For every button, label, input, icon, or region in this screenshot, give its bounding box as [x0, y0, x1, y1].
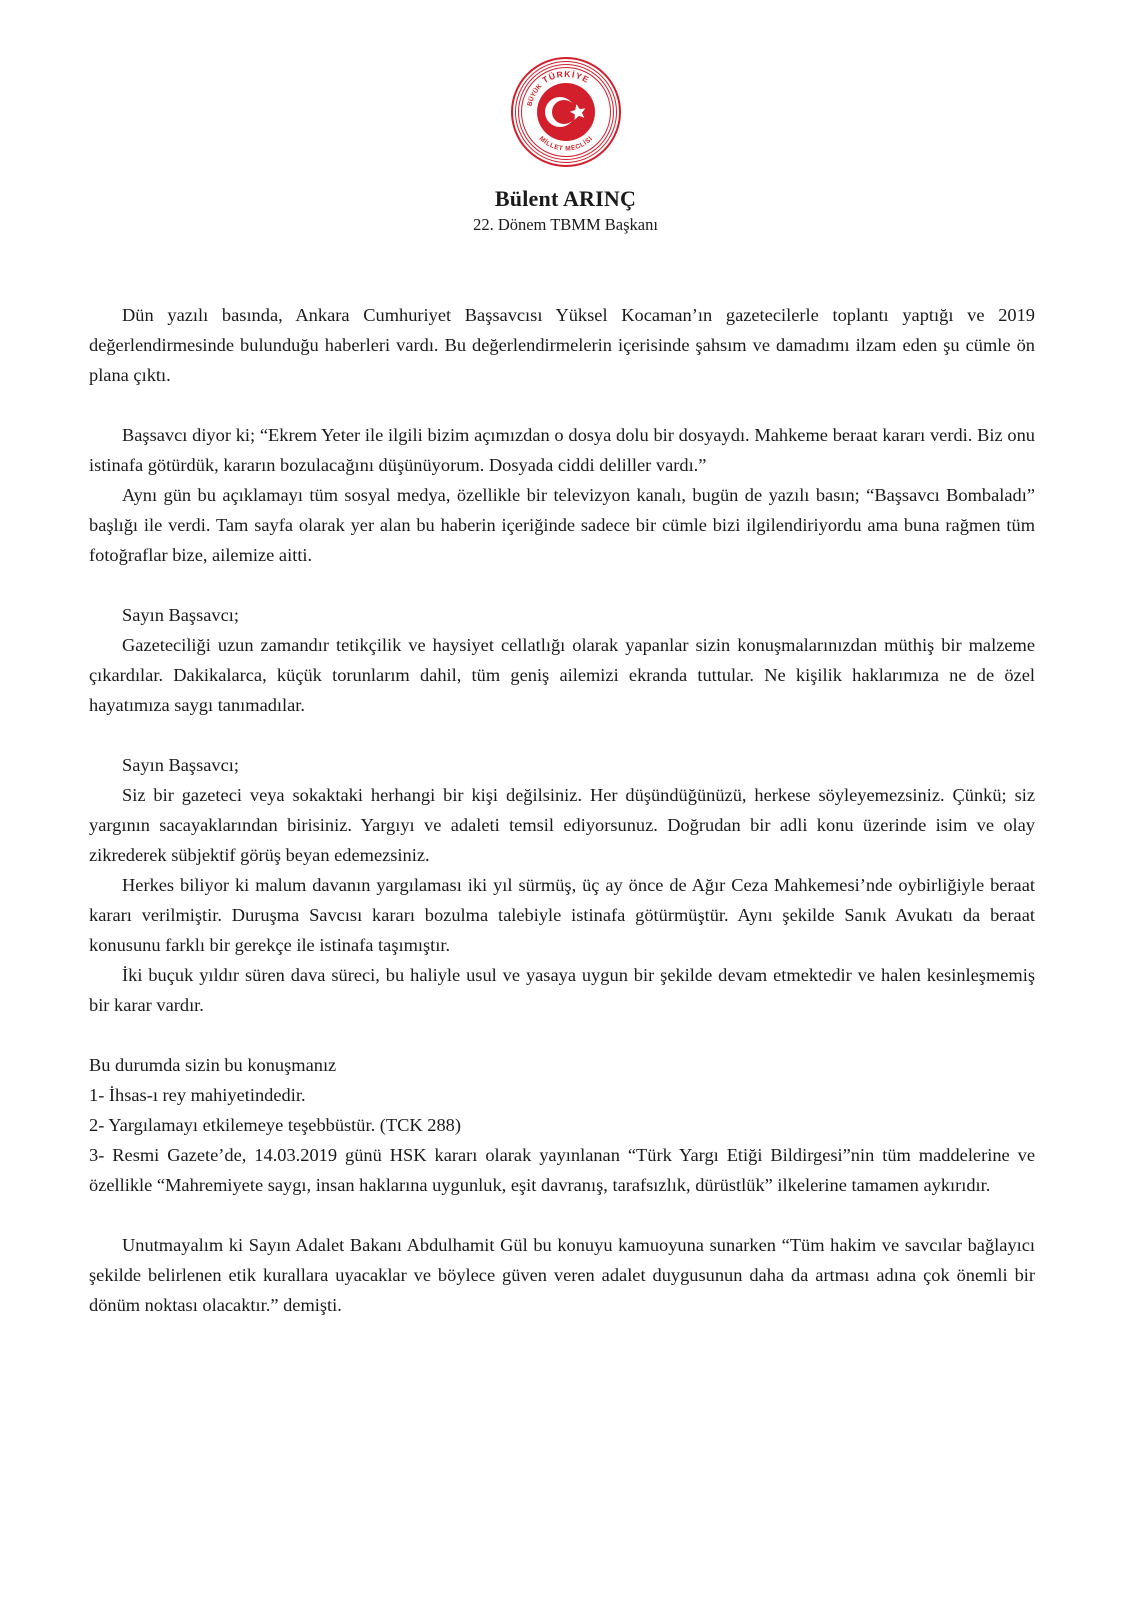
seal-left-text: BÜYÜK: [526, 82, 544, 107]
seal-bottom-text: MİLLET MECLİSİ: [537, 135, 595, 153]
seal-top-text: TÜRKİYE: [540, 68, 592, 86]
paragraph-journalism: Gazeteciliği uzun zamandır tetikçilik ve haysiyet cellatlığı olarak yapanlar sizin konuşmalarınızdan müthiş bir malzeme çıkardılar. Dakikalarca, küçük torunlarım dahil, tüm geniş ailemizi ekranda tuttular. Ne kişilik haklarımıza ne de özel hayatımıza saygı tanımadılar.: [89, 635, 1035, 715]
list-item: 1- İhsas-ı rey mahiyetindedir.: [89, 1085, 306, 1105]
tbmm-seal-logo: [510, 56, 622, 168]
list-item: 2- Yargılamayı etkilemeye teşebbüstür. (TCK 288): [89, 1115, 462, 1135]
paragraph-quote: Başsavcı diyor ki; “Ekrem Yeter ile ilgili bizim açımızdan o dosya dolu bir dosyaydı. Mahkeme beraat kararı verdi. Biz onu istinafa götürdük, kararın bozulacağını düşünüyorum. Dosyada ciddi deliller vardı.”: [89, 425, 1035, 475]
list-intro: Bu durumda sizin bu konuşmanız: [89, 1055, 337, 1075]
paragraph-intro: Dün yazılı basında, Ankara Cumhuriyet Başsavcısı Yüksel Kocaman’ın gazetecilerle toplantı yaptığı ve 2019 değerlendirmesinde bulunduğu haberleri vardı. Bu değerlendirmelerin içerisinde şahsım ve damadımı ilzam eden şu cümle ön plana çıktı.: [89, 305, 1035, 385]
paragraph-process: İki buçuk yıldır süren dava süreci, bu haliyle usul ve yasaya uygun bir şekilde devam etmektedir ve halen kesinleşmemiş bir karar vardır.: [89, 965, 1035, 1015]
signatory-name: Bülent ARINÇ: [494, 186, 637, 211]
paragraph-closing: Unutmayalım ki Sayın Adalet Bakanı Abdulhamit Gül bu konuyu kamuoyuna sunarken “Tüm hakim ve savcılar bağlayıcı şekilde belirlenen etik kurallara uyacaklar ve böylece güven veren adalet duygusunun daha da artması adına çok önemli bir dönüm noktası olacaktır.” demişti.: [89, 1235, 1035, 1315]
list-item: 3- Resmi Gazete’de, 14.03.2019 günü HSK kararı olarak yayınlanan “Türk Yargı Etiği Bildirgesi”nin tüm maddelerine ve özellikle “Mahremiyete saygı, insan haklarına uygunluk, eşit davranış, tarafsızlık, dürüstlük” ilkelerine tamamen aykırıdır.: [89, 1145, 1035, 1195]
paragraph-role: Siz bir gazeteci veya sokaktaki herhangi bir kişi değilsiniz. Her düşündüğünüzü, herkese söyleyemezsiniz. Çünkü; siz yargının sacayaklarından birisiniz. Yargıyı ve adaleti temsil ediyorsunuz. Doğrudan bir adli konu üzerinde isim ve olay zikrederek sübjektif görüş beyan edemezsiniz.: [89, 785, 1035, 865]
paragraph-case: Herkes biliyor ki malum davanın yargılaması iki yıl sürmüş, üç ay önce de Ağır Ceza Mahkemesi’nde oybirliğiyle beraat kararı verilmiştir. Duruşma Savcısı kararı bozulma talebiyle istinafa götürmüştür. Aynı şekilde Sanık Avukatı da beraat konusunu farklı bir gerekçe ile istinafa taşımıştır.: [89, 875, 1035, 955]
salutation: Sayın Başsavcı;: [122, 755, 239, 775]
paragraph-media: Aynı gün bu açıklamayı tüm sosyal medya, özellikle bir televizyon kanalı, bugün de yazılı basın; “Başsavcı Bombaladı” başlığı ile verdi. Tam sayfa olarak yer alan bu haberin içeriğinde sadece bir cümle bizi ilgilendiriyordu ama buna rağmen tüm fotoğraflar bize, ailemize aitti.: [89, 485, 1035, 565]
salutation: Sayın Başsavcı;: [122, 605, 239, 625]
letter-body: [89, 300, 1035, 1320]
signatory-title: 22. Dönem TBMM Başkanı: [473, 215, 658, 234]
